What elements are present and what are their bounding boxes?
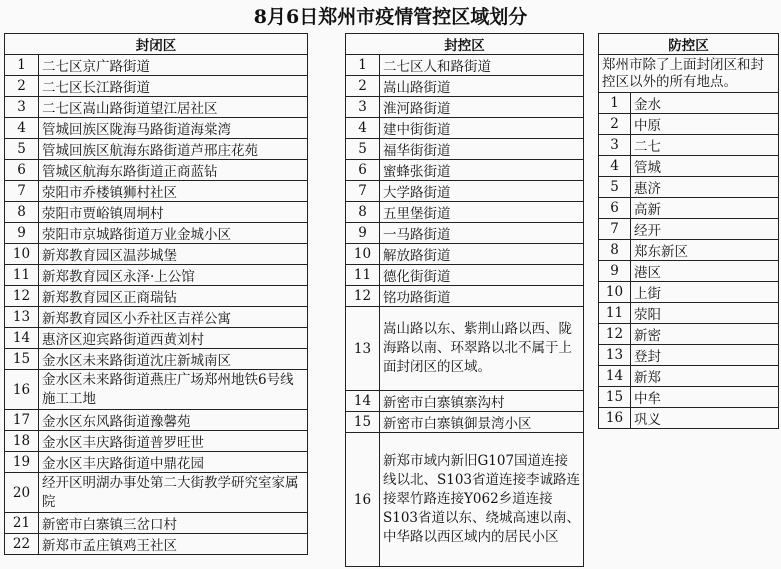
row-name: 铭功路街道 xyxy=(380,286,584,307)
row-number: 11 xyxy=(346,265,380,286)
table-row xyxy=(5,181,308,202)
table-row xyxy=(346,391,584,412)
row-number: 11 xyxy=(599,303,631,324)
row-number: 13 xyxy=(5,307,39,328)
table-row xyxy=(5,328,308,349)
row-number: 10 xyxy=(5,244,39,265)
table-row xyxy=(346,55,584,76)
row-number: 16 xyxy=(346,433,380,567)
row-name: 郑东新区 xyxy=(631,240,779,261)
row-name: 新郑教育园区永泽·上公馆 xyxy=(39,265,308,286)
row-name: 嵩山路以东、紫荆山路以西、陇海路以南、环翠路以北不属于上面封闭区的区域。 xyxy=(380,307,584,391)
row-number: 4 xyxy=(346,118,380,139)
row-name: 中原 xyxy=(631,114,779,135)
row-name: 一马路街道 xyxy=(380,223,584,244)
table-row xyxy=(346,223,584,244)
row-number: 6 xyxy=(599,198,631,219)
row-number: 13 xyxy=(346,307,380,391)
table-row xyxy=(599,324,779,345)
table-row xyxy=(346,76,584,97)
row-name: 淮河路街道 xyxy=(380,97,584,118)
table-row xyxy=(5,473,308,513)
table-row xyxy=(346,97,584,118)
row-number: 19 xyxy=(5,452,39,473)
row-name: 中牟 xyxy=(631,387,779,408)
row-name: 登封 xyxy=(631,345,779,366)
table-row xyxy=(5,370,308,410)
row-name: 二七区京广路街道 xyxy=(39,55,308,76)
row-number: 15 xyxy=(346,412,380,433)
row-number: 3 xyxy=(599,135,631,156)
row-name: 新郑市孟庄镇鸡王社区 xyxy=(39,534,308,555)
row-number: 1 xyxy=(599,93,631,114)
row-number: 15 xyxy=(599,387,631,408)
row-number: 22 xyxy=(5,534,39,555)
table-row xyxy=(5,202,308,223)
row-name: 新郑市域内新旧G107国道连接线以北、S103省道连接李诚路连接翠竹路连接Y062乡道连接S103省道以东、绕城高速以南、中华路以西区域内的居民小区 xyxy=(380,433,584,567)
table-row xyxy=(599,303,779,324)
table-row xyxy=(599,135,779,156)
row-number: 10 xyxy=(346,244,380,265)
row-number: 17 xyxy=(5,410,39,431)
row-number: 6 xyxy=(5,160,39,181)
row-number: 11 xyxy=(5,265,39,286)
table-row xyxy=(599,261,779,282)
row-number: 5 xyxy=(5,139,39,160)
table-row xyxy=(599,366,779,387)
table-row xyxy=(5,118,308,139)
table-row xyxy=(599,282,779,303)
table-row xyxy=(346,307,584,391)
table-row xyxy=(599,240,779,261)
row-number: 4 xyxy=(599,156,631,177)
table-row xyxy=(5,55,308,76)
table-row xyxy=(599,156,779,177)
row-number: 5 xyxy=(599,177,631,198)
table-row xyxy=(599,114,779,135)
row-name: 经开 xyxy=(631,219,779,240)
prevention-zone-table xyxy=(598,33,779,429)
row-name: 五里堡街道 xyxy=(380,202,584,223)
table-row xyxy=(346,265,584,286)
table-row xyxy=(5,307,308,328)
row-name: 管城区航海东路街道正商蓝钻 xyxy=(39,160,308,181)
table-row xyxy=(346,139,584,160)
table-row xyxy=(599,408,779,429)
table-row xyxy=(5,76,308,97)
row-number: 5 xyxy=(346,139,380,160)
row-name: 荥阳市京城路街道万业金城小区 xyxy=(39,223,308,244)
row-name: 港区 xyxy=(631,261,779,282)
row-name: 金水区丰庆路街道普罗旺世 xyxy=(39,431,308,452)
control-zone-header: 封控区 xyxy=(346,34,584,55)
table-row xyxy=(5,223,308,244)
table-row xyxy=(599,93,779,114)
row-number: 14 xyxy=(346,391,380,412)
table-row xyxy=(599,345,779,366)
row-number: 16 xyxy=(5,370,39,410)
table-row xyxy=(5,513,308,534)
row-name: 嵩山路街道 xyxy=(380,76,584,97)
row-number: 1 xyxy=(346,55,380,76)
row-number: 6 xyxy=(346,160,380,181)
row-name: 新郑教育园区正商瑞钻 xyxy=(39,286,308,307)
closed-zone-table xyxy=(4,33,308,555)
row-name: 惠济 xyxy=(631,177,779,198)
row-name: 新密 xyxy=(631,324,779,345)
row-number: 8 xyxy=(5,202,39,223)
table-row xyxy=(5,452,308,473)
table-row xyxy=(599,219,779,240)
prevention-zone-note: 郑州市除了上面封闭区和封控区以外的所有地点。 xyxy=(599,55,779,93)
row-number: 2 xyxy=(346,76,380,97)
row-number: 7 xyxy=(346,181,380,202)
table-row xyxy=(346,412,584,433)
row-name: 金水区未来路街道燕庄广场郑州地铁6号线施工工地 xyxy=(39,370,308,410)
row-number: 1 xyxy=(5,55,39,76)
table-row xyxy=(599,387,779,408)
row-number: 7 xyxy=(5,181,39,202)
row-number: 9 xyxy=(346,223,380,244)
table-row xyxy=(5,410,308,431)
row-name: 管城回族区航海东路街道芦邢庄花苑 xyxy=(39,139,308,160)
row-number: 12 xyxy=(599,324,631,345)
row-number: 13 xyxy=(599,345,631,366)
table-row xyxy=(346,160,584,181)
row-name: 荥阳 xyxy=(631,303,779,324)
row-name: 新郑教育园区温莎城堡 xyxy=(39,244,308,265)
row-number: 9 xyxy=(5,223,39,244)
table-row xyxy=(5,97,308,118)
table-row xyxy=(346,244,584,265)
row-name: 新密市白寨镇寨沟村 xyxy=(380,391,584,412)
row-number: 18 xyxy=(5,431,39,452)
prevention-zone-header: 防控区 xyxy=(599,34,779,55)
row-number: 21 xyxy=(5,513,39,534)
table-row xyxy=(346,181,584,202)
row-name: 经开区明湖办事处第二大街教学研究室家属院 xyxy=(39,473,308,513)
row-name: 上街 xyxy=(631,282,779,303)
row-name: 惠济区迎宾路街道西黄刘村 xyxy=(39,328,308,349)
row-number: 15 xyxy=(5,349,39,370)
table-row xyxy=(599,198,779,219)
row-name: 二七区人和路街道 xyxy=(380,55,584,76)
table-row xyxy=(5,244,308,265)
row-name: 高新 xyxy=(631,198,779,219)
table-row xyxy=(346,202,584,223)
row-name: 新郑 xyxy=(631,366,779,387)
row-name: 二七 xyxy=(631,135,779,156)
row-name: 金水区东风路街道豫馨苑 xyxy=(39,410,308,431)
row-number: 12 xyxy=(5,286,39,307)
row-number: 3 xyxy=(5,97,39,118)
row-name: 解放路街道 xyxy=(380,244,584,265)
row-name: 蜜蜂张街道 xyxy=(380,160,584,181)
row-name: 荥阳市贾峪镇周垌村 xyxy=(39,202,308,223)
row-name: 管城回族区陇海马路街道海棠湾 xyxy=(39,118,308,139)
table-row xyxy=(346,433,584,567)
row-number: 10 xyxy=(599,282,631,303)
table-row xyxy=(5,431,308,452)
row-name: 二七区长江路街道 xyxy=(39,76,308,97)
row-name: 新密市白寨镇御景湾小区 xyxy=(380,412,584,433)
row-name: 巩义 xyxy=(631,408,779,429)
table-row xyxy=(346,286,584,307)
row-number: 14 xyxy=(599,366,631,387)
row-number: 12 xyxy=(346,286,380,307)
table-row xyxy=(5,534,308,555)
table-row xyxy=(5,349,308,370)
table-row xyxy=(346,118,584,139)
row-name: 二七区嵩山路街道望江居社区 xyxy=(39,97,308,118)
row-number: 4 xyxy=(5,118,39,139)
row-name: 德化街街道 xyxy=(380,265,584,286)
row-name: 金水 xyxy=(631,93,779,114)
row-number: 16 xyxy=(599,408,631,429)
row-name: 新密市白寨镇三岔口村 xyxy=(39,513,308,534)
row-name: 荥阳市乔楼镇狮村社区 xyxy=(39,181,308,202)
row-name: 福华街街道 xyxy=(380,139,584,160)
row-name: 建中街街道 xyxy=(380,118,584,139)
control-zone-table xyxy=(345,33,584,567)
row-number: 2 xyxy=(599,114,631,135)
row-number: 8 xyxy=(599,240,631,261)
row-name: 管城 xyxy=(631,156,779,177)
row-number: 14 xyxy=(5,328,39,349)
row-number: 7 xyxy=(599,219,631,240)
table-row xyxy=(5,160,308,181)
row-number: 2 xyxy=(5,76,39,97)
row-number: 9 xyxy=(599,261,631,282)
row-number: 20 xyxy=(5,473,39,513)
closed-zone-header: 封闭区 xyxy=(5,34,308,55)
row-number: 8 xyxy=(346,202,380,223)
row-name: 金水区未来路街道沈庄新城南区 xyxy=(39,349,308,370)
table-row xyxy=(599,177,779,198)
row-name: 大学路街道 xyxy=(380,181,584,202)
table-row xyxy=(5,286,308,307)
row-name: 金水区丰庆路街道中鼎花园 xyxy=(39,452,308,473)
table-row xyxy=(5,265,308,286)
row-number: 3 xyxy=(346,97,380,118)
page-title: 8月6日郑州市疫情管控区域划分 xyxy=(253,6,528,28)
table-row xyxy=(5,139,308,160)
row-name: 新郑教育园区小乔社区吉祥公寓 xyxy=(39,307,308,328)
